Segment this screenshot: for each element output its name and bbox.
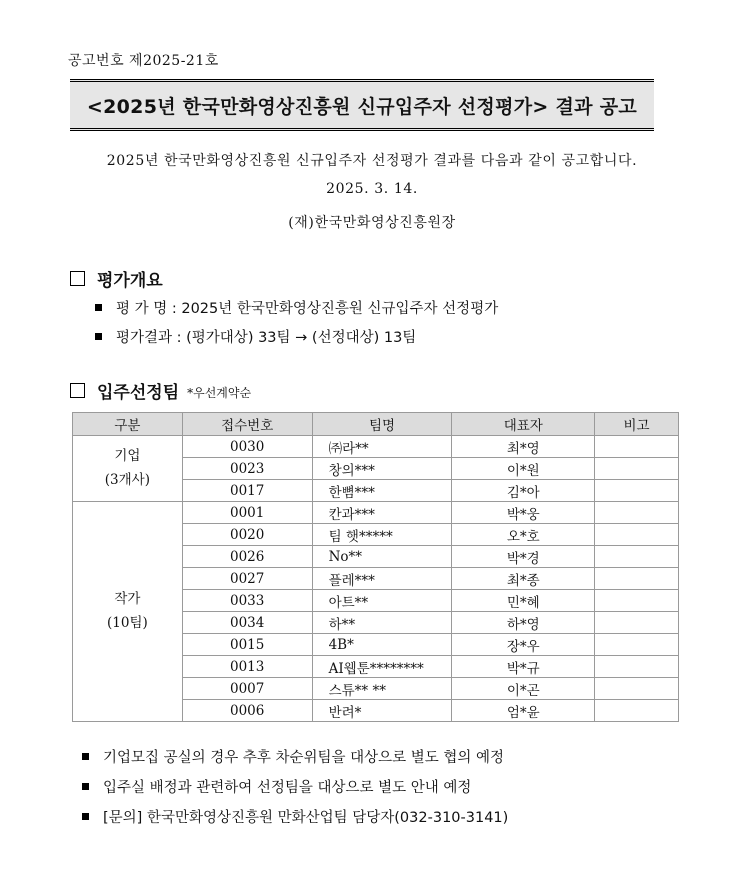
receipt-number: 0034 [182,612,312,634]
table-row [73,436,679,458]
receipt-number: 0020 [182,524,312,546]
receipt-number: 0015 [182,634,312,656]
receipt-number: 0023 [182,458,312,480]
representative: 박*경 [452,546,595,568]
group-label: 작가 [114,590,141,607]
footnote-item [82,776,471,797]
team-name: 플레*** [312,568,452,590]
footnote-item [82,806,508,827]
selection-table [72,412,679,722]
overview-heading-label: 평가개요 [97,271,163,291]
remarks [595,546,679,568]
column-header: 비고 [595,413,679,436]
footnote-text: 입주실 배정과 관련하여 선정팀을 대상으로 별도 안내 예정 [103,780,472,796]
receipt-number: 0017 [182,480,312,502]
receipt-number: 0006 [182,700,312,722]
group-label-company [73,436,183,502]
page-title: <2025년 한국만화영상진흥원 신규입주자 선정평가> 결과 공고 [86,95,638,118]
team-name: 아트** [312,590,452,612]
receipt-number: 0001 [182,502,312,524]
remarks [595,634,679,656]
column-header: 구분 [73,413,183,436]
team-name: 창의*** [312,458,452,480]
group-count: (3개사) [104,471,150,488]
footnote-item [82,746,504,767]
team-name: 반려* [312,700,452,722]
representative: 엄*윤 [452,700,595,722]
table-header-row [73,413,679,436]
issuer-name: (재)한국만화영상진흥원장 [288,215,456,231]
group-label: 기업 [114,447,141,464]
representative: 최*종 [452,568,595,590]
team-name: 하** [312,612,452,634]
overview-item [95,326,416,347]
overview-heading [70,266,163,291]
bullet-square-icon [82,753,89,760]
footnote-text: [문의] 한국만화영상진흥원 만화산업팀 담당자(032-310-3141) [103,810,509,826]
remarks [595,524,679,546]
announcement-date: 2025. 3. 14. [326,181,418,197]
title-banner [70,79,654,131]
selection-heading [70,378,251,403]
representative: 이*곤 [452,678,595,700]
representative: 이*원 [452,458,595,480]
remarks [595,656,679,678]
receipt-number: 0007 [182,678,312,700]
representative: 박*웅 [452,502,595,524]
remarks [595,436,679,458]
team-name: AI웹툰******** [312,656,452,678]
remarks [595,612,679,634]
remarks [595,590,679,612]
representative: 장*우 [452,634,595,656]
remarks [595,700,679,722]
bullet-square-icon [95,304,102,311]
group-label-artist [73,502,183,722]
team-name: No** [312,546,452,568]
overview-item [95,297,498,318]
column-header: 대표자 [452,413,595,436]
remarks [595,568,679,590]
representative: 민*혜 [452,590,595,612]
representative: 최*영 [452,436,595,458]
footnote-text: 기업모집 공실의 경우 추후 차순위팀을 대상으로 별도 협의 예정 [103,750,505,766]
representative: 박*규 [452,656,595,678]
remarks [595,480,679,502]
selection-note: *우선계약순 [187,386,252,400]
representative: 하*영 [452,612,595,634]
overview-item-text: 평가결과 : (평가대상) 33팀 → (선정대상) 13팀 [116,330,417,346]
team-name: 칸과*** [312,502,452,524]
table-row [73,502,679,524]
group-count: (10팀) [107,614,148,631]
receipt-number: 0027 [182,568,312,590]
team-name: 스튜** ** [312,678,452,700]
representative: 오*호 [452,524,595,546]
team-name: 4B* [312,634,452,656]
overview-item-text: 평 가 명 : 2025년 한국만화영상진흥원 신규입주자 선정평가 [116,301,499,317]
receipt-number: 0033 [182,590,312,612]
receipt-number: 0013 [182,656,312,678]
announcement-number: 공고번호 제2025-21호 [68,53,219,69]
column-header: 접수번호 [182,413,312,436]
team-name: ㈜라** [312,436,452,458]
column-header: 팀명 [312,413,452,436]
remarks [595,678,679,700]
receipt-number: 0030 [182,436,312,458]
representative: 김*아 [452,480,595,502]
bullet-square-icon [82,813,89,820]
team-name: 한뼘*** [312,480,452,502]
receipt-number: 0026 [182,546,312,568]
bullet-square-icon [95,333,102,340]
team-name: 팀 햇***** [312,524,452,546]
selection-heading-label: 입주선정팀 [97,383,180,403]
remarks [595,502,679,524]
remarks [595,458,679,480]
bullet-square-icon [82,783,89,790]
intro-text: 2025년 한국만화영상진흥원 신규입주자 선정평가 결과를 다음과 같이 공고합니다. [106,153,638,169]
checkbox-square-icon [70,271,85,286]
checkbox-square-icon [70,383,85,398]
